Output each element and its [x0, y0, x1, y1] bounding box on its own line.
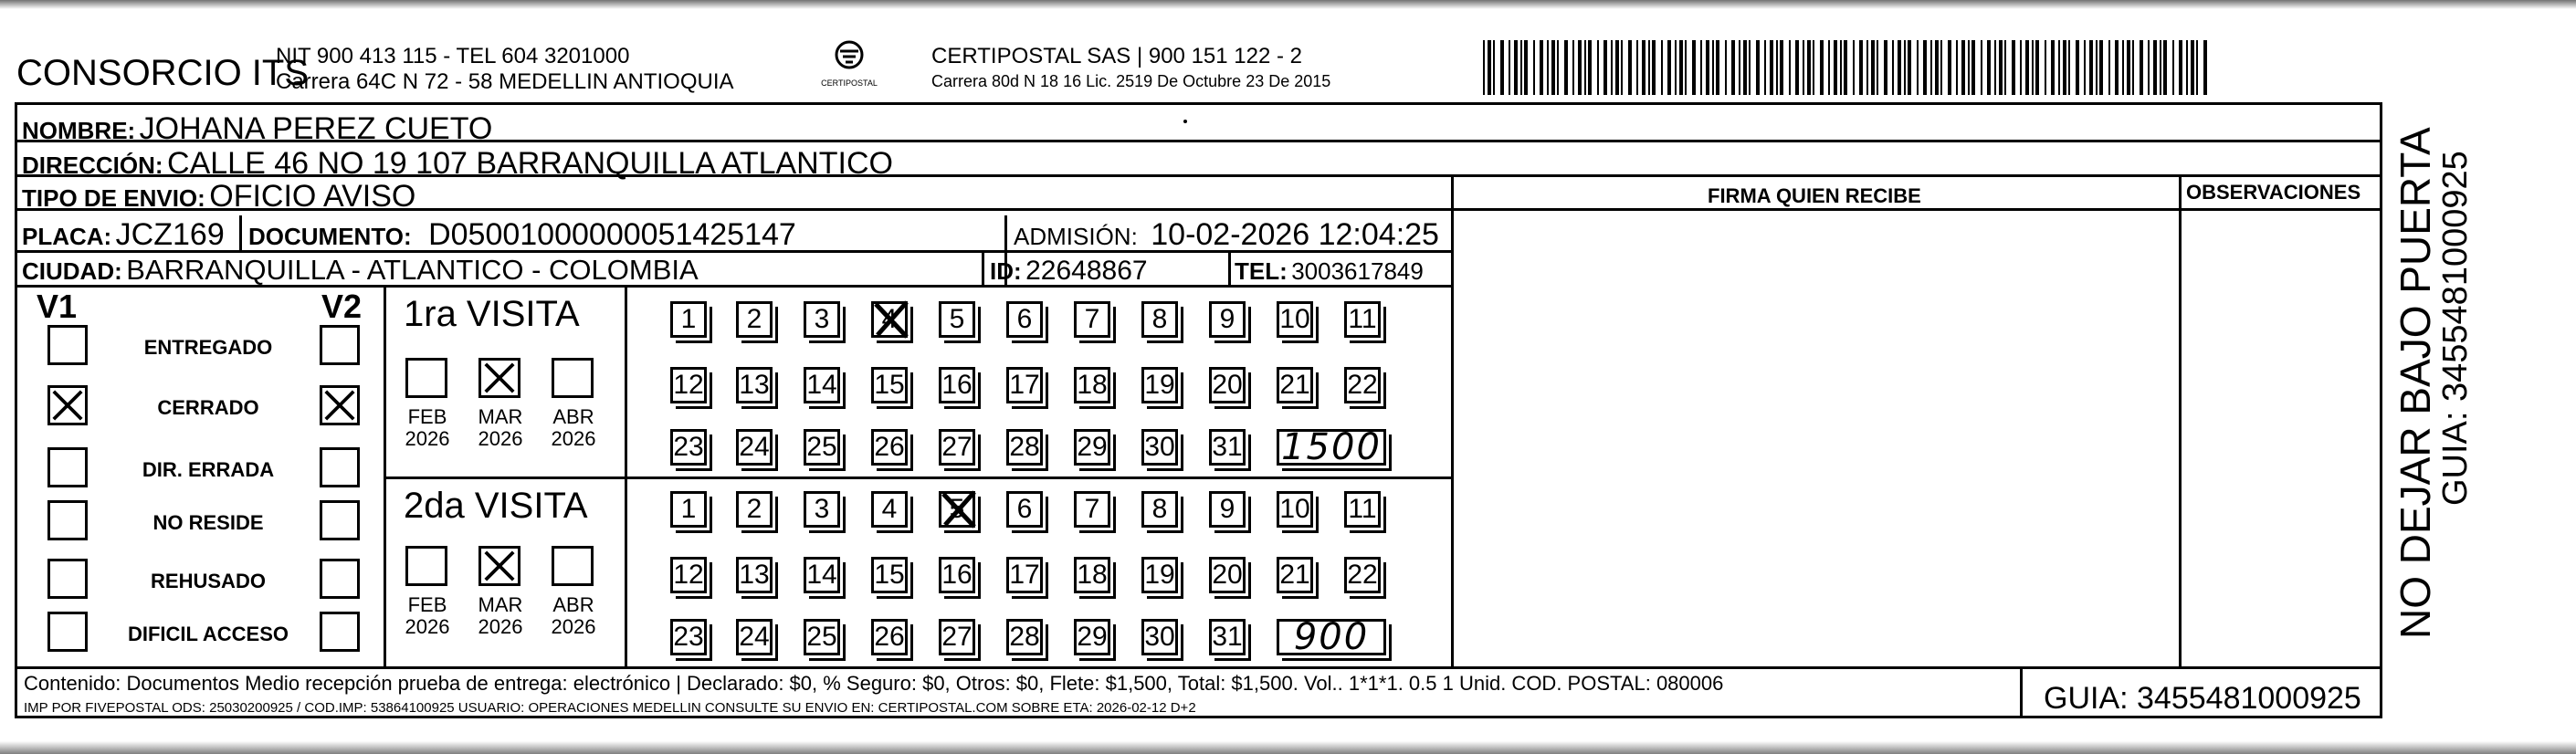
barcode-bar — [1615, 40, 1619, 95]
barcode-bar — [1840, 40, 1842, 95]
day-box[interactable]: 18 — [1074, 367, 1110, 403]
day-box[interactable]: 13 — [736, 367, 773, 403]
barcode-bar — [1789, 40, 1791, 95]
barcode-bar — [1679, 40, 1683, 95]
status-label: CERRADO — [157, 396, 259, 419]
barcode-bar — [2035, 40, 2039, 95]
barcode-bar — [2020, 40, 2022, 95]
barcode-bar — [1642, 40, 1645, 95]
barcode-bar — [1557, 40, 1559, 95]
side-text — [2391, 37, 2500, 639]
day-box[interactable]: 21 — [1277, 557, 1313, 593]
barcode-bar — [1533, 40, 1535, 95]
barcode-bar — [1908, 40, 1911, 95]
month-checkbox[interactable] — [405, 546, 447, 586]
day-box[interactable]: 20 — [1209, 557, 1246, 593]
day-box[interactable]: 8 — [1141, 301, 1178, 338]
barcode-bar — [1597, 40, 1599, 95]
visit2-title: 2da VISITA — [404, 486, 588, 526]
barcode-bar — [2084, 40, 2086, 95]
v1-checkbox[interactable] — [47, 385, 88, 425]
day-box[interactable]: 29 — [1074, 429, 1110, 466]
day-box[interactable]: 22 — [1344, 367, 1381, 403]
barcode-bar — [2063, 40, 2066, 95]
day-box[interactable]: 14 — [804, 367, 840, 403]
barcode-bar — [2012, 40, 2015, 95]
day-box[interactable]: 2 — [736, 301, 773, 338]
ciudad-label: CIUDAD: — [22, 257, 122, 285]
month-year: 2026 — [405, 427, 450, 450]
barcode-bar — [1803, 40, 1804, 95]
day-box[interactable]: 6 — [1006, 491, 1043, 528]
barcode-bar — [2186, 40, 2188, 95]
barcode-bar — [1488, 40, 1491, 95]
month-year: 2026 — [478, 427, 523, 450]
day-box[interactable]: 27 — [939, 429, 975, 466]
day-box[interactable]: 11 — [1344, 301, 1381, 338]
v1-checkbox[interactable] — [47, 500, 88, 540]
time-box[interactable] — [1277, 426, 1386, 468]
barcode-bar — [1884, 40, 1887, 95]
footer-imp: IMP POR FIVEPOSTAL ODS: 25030200925 / COD.IMP: 53864100925 USUARIO: OPERACIONES MEDELLIN CONSULTE SU ENVIO EN: CERTIPOSTAL.COM SOBRE ETA: 2026-02-12 D+2 — [24, 700, 1196, 716]
barcode-bar — [1520, 40, 1522, 95]
barcode-bar — [1813, 40, 1814, 95]
v2-checkbox[interactable] — [320, 559, 360, 599]
day-box[interactable]: 5 — [939, 301, 975, 338]
v2-checkbox[interactable] — [320, 325, 360, 365]
day-box[interactable]: 28 — [1006, 619, 1043, 655]
barcode-bar — [1621, 40, 1623, 95]
day-box[interactable]: 5 — [939, 491, 975, 528]
barcode-bar — [2140, 40, 2143, 95]
divider-obs — [2179, 174, 2182, 666]
nombre-label: NOMBRE: — [22, 117, 136, 144]
scan-edge-bottom — [0, 741, 2576, 754]
barcode-bar — [1493, 40, 1495, 95]
day-box[interactable]: 10 — [1277, 301, 1313, 338]
divider-days — [625, 285, 627, 666]
day-box[interactable]: 30 — [1141, 429, 1178, 466]
tel-row — [1235, 259, 1424, 283]
rule-firma — [1453, 208, 2381, 211]
barcode-bar — [1483, 40, 1485, 95]
day-box[interactable]: 15 — [871, 367, 908, 403]
frame-right — [2380, 102, 2382, 718]
barcode-bar — [1514, 40, 1518, 95]
barcode-bar — [1940, 40, 1942, 95]
barcode-bar — [1524, 40, 1528, 95]
tipo-row — [22, 181, 415, 212]
direccion-label: DIRECCIÓN: — [22, 152, 163, 179]
barcode-bar — [1675, 40, 1677, 95]
barcode-bar — [2148, 40, 2150, 95]
barcode-bar — [2099, 40, 2103, 95]
barcode-bar — [2076, 40, 2079, 95]
divider-firma — [1451, 174, 1454, 666]
barcode-bar — [2191, 40, 2194, 95]
barcode-bar — [1770, 40, 1773, 95]
barcode-bar — [2045, 40, 2046, 95]
day-box[interactable]: 23 — [670, 429, 707, 466]
barcode-bar — [1981, 40, 1982, 95]
barcode-bar — [1930, 40, 1932, 95]
day-box[interactable]: 21 — [1277, 367, 1313, 403]
month-label: ABR — [552, 405, 594, 428]
day-box[interactable]: 17 — [1006, 367, 1043, 403]
month-label: MAR — [478, 405, 523, 428]
barcode-bar — [2172, 40, 2174, 95]
barcode-bar — [2089, 40, 2093, 95]
day-box[interactable]: 17 — [1006, 557, 1043, 593]
barcode-bar — [2051, 40, 2055, 95]
admision-label: ADMISIÓN: — [1014, 223, 1138, 250]
barcode-bar — [1743, 40, 1747, 95]
month-label: MAR — [478, 593, 523, 616]
barcode-bar — [2004, 40, 2006, 95]
barcode-bar — [1572, 40, 1574, 95]
divider-guia — [2020, 666, 2023, 718]
divider-tel — [1228, 250, 1231, 285]
barcode-bar — [1692, 40, 1696, 95]
barcode-bar — [2058, 40, 2060, 95]
courier-address: Carrera 80d N 18 16 Lic. 2519 De Octubre 23 De 2015 — [931, 72, 1331, 90]
barcode-bar — [1636, 40, 1638, 95]
barcode-bar — [1603, 40, 1607, 95]
day-box[interactable]: 19 — [1141, 557, 1178, 593]
barcode — [1483, 40, 2204, 95]
barcode-bar — [2153, 40, 2157, 95]
barcode-bar — [1828, 40, 1830, 95]
day-box[interactable]: 18 — [1074, 557, 1110, 593]
dot-mark — [1183, 120, 1187, 123]
nombre-value: JOHANA PEREZ CUETO — [139, 111, 493, 146]
barcode-bar — [1756, 40, 1760, 95]
day-box[interactable]: 1 — [670, 301, 707, 338]
side-no-dejar: NO DEJAR BAJO PUERTA — [2392, 127, 2439, 639]
time-box[interactable] — [1277, 616, 1386, 658]
month-year: 2026 — [405, 615, 450, 638]
day-box[interactable]: 24 — [736, 429, 773, 466]
day-box[interactable]: 3 — [804, 491, 840, 528]
day-box[interactable]: 10 — [1277, 491, 1313, 528]
barcode-bar — [1764, 40, 1766, 95]
barcode-bar — [1584, 40, 1586, 95]
v1-checkbox[interactable] — [47, 325, 88, 365]
barcode-bar — [2203, 40, 2207, 95]
id-label: ID: — [990, 257, 1022, 285]
barcode-bar — [1648, 40, 1650, 95]
v2-checkbox[interactable] — [320, 500, 360, 540]
firma-label: FIRMA QUIEN RECIBE — [1708, 184, 1921, 207]
barcode-bar — [1739, 40, 1740, 95]
barcode-bar — [1661, 40, 1663, 95]
month-year: 2026 — [551, 427, 596, 450]
v1-checkbox[interactable] — [47, 559, 88, 599]
day-box[interactable]: 6 — [1006, 301, 1043, 338]
v2-checkbox[interactable] — [320, 612, 360, 652]
barcode-bar — [1820, 40, 1824, 95]
id-row — [990, 257, 1148, 285]
month-checkbox[interactable] — [552, 358, 594, 398]
day-box[interactable]: 9 — [1209, 301, 1246, 338]
admision-row — [1014, 219, 1439, 250]
ciudad-value: BARRANQUILLA - ATLANTICO - COLOMBIA — [126, 254, 699, 286]
month-label: FEB — [407, 593, 447, 616]
month-year: 2026 — [478, 615, 523, 638]
status-label: DIR. ERRADA — [142, 458, 275, 481]
barcode-bar — [1547, 40, 1549, 95]
day-box[interactable]: 19 — [1141, 367, 1178, 403]
v2-checkbox[interactable] — [320, 385, 360, 425]
logo-text: CERTIPOSTAL — [821, 79, 878, 88]
direccion-row — [22, 148, 893, 179]
day-box[interactable]: 22 — [1344, 557, 1381, 593]
barcode-bar — [1904, 40, 1906, 95]
barcode-bar — [1892, 40, 1894, 95]
barcode-bar — [1898, 40, 1901, 95]
day-box[interactable]: 11 — [1344, 491, 1381, 528]
barcode-bar — [1588, 40, 1592, 95]
day-box[interactable]: 31 — [1209, 429, 1246, 466]
placa-row — [22, 219, 225, 250]
documento-row — [248, 219, 796, 250]
day-box[interactable]: 31 — [1209, 619, 1246, 655]
barcode-bar — [2096, 40, 2098, 95]
day-box[interactable]: 1 — [670, 491, 707, 528]
frame-bottom — [15, 716, 2381, 718]
day-box[interactable]: 25 — [804, 619, 840, 655]
barcode-bar — [1652, 40, 1656, 95]
handwritten-time: 1500 — [1281, 426, 1382, 468]
barcode-bar — [1935, 40, 1939, 95]
v2-label: V2 — [321, 288, 363, 325]
day-box[interactable]: 26 — [871, 429, 908, 466]
admision-value: 10-02-2026 12:04:25 — [1151, 217, 1439, 252]
day-box[interactable]: 16 — [939, 557, 975, 593]
barcode-bar — [1948, 40, 1951, 95]
day-box[interactable]: 12 — [670, 557, 707, 593]
barcode-bar — [1540, 40, 1543, 95]
month-label: FEB — [407, 405, 447, 428]
company-name: CONSORCIO ITS — [16, 53, 310, 93]
day-box[interactable]: 7 — [1074, 491, 1110, 528]
barcode-bar — [2122, 40, 2124, 95]
month-year: 2026 — [551, 615, 596, 638]
documento-value: D05001000000051425147 — [428, 217, 796, 252]
barcode-bar — [1564, 40, 1568, 95]
direccion-value: CALLE 46 NO 19 107 BARRANQUILLA ATLANTICO — [167, 146, 893, 181]
month-checkbox[interactable] — [478, 358, 520, 398]
barcode-bar — [1987, 40, 1991, 95]
day-box[interactable]: 7 — [1074, 301, 1110, 338]
day-box[interactable]: 8 — [1141, 491, 1178, 528]
barcode-bar — [1578, 40, 1582, 95]
tel-label: TEL: — [1235, 257, 1288, 285]
company-address: Carrera 64C N 72 - 58 MEDELLIN ANTIOQUIA — [276, 69, 734, 94]
barcode-bar — [1853, 40, 1855, 95]
tipo-label: TIPO DE ENVIO: — [22, 184, 205, 212]
frame-left — [15, 102, 17, 718]
month-label: ABR — [552, 593, 594, 616]
day-check-mark — [938, 488, 982, 532]
barcode-bar — [1923, 40, 1927, 95]
barcode-bar — [2196, 40, 2198, 95]
barcode-bar — [2127, 40, 2130, 95]
certipostal-logo — [813, 38, 886, 93]
barcode-bar — [1956, 40, 1958, 95]
barcode-bar — [1859, 40, 1863, 95]
handwritten-time: 900 — [1293, 616, 1370, 658]
barcode-bar — [1871, 40, 1875, 95]
barcode-bar — [1685, 40, 1687, 95]
day-check-mark — [870, 298, 914, 342]
barcode-bar — [2132, 40, 2134, 95]
day-box[interactable]: 27 — [939, 619, 975, 655]
month-checkbox[interactable] — [478, 546, 520, 586]
barcode-bar — [1968, 40, 1970, 95]
day-box[interactable]: 14 — [804, 557, 840, 593]
month-checkbox[interactable] — [405, 358, 447, 398]
barcode-bar — [1834, 40, 1837, 95]
day-box[interactable]: 26 — [871, 619, 908, 655]
barcode-bar — [1551, 40, 1555, 95]
divider-visit — [384, 285, 386, 666]
barcode-bar — [2025, 40, 2029, 95]
barcode-bar — [1971, 40, 1975, 95]
barcode-bar — [1712, 40, 1714, 95]
day-box[interactable]: 25 — [804, 429, 840, 466]
visit1-title: 1ra VISITA — [404, 294, 580, 334]
nombre-row — [22, 113, 492, 144]
barcode-bar — [2032, 40, 2034, 95]
footer-content: Contenido: Documentos Medio recepción prueba de entrega: electrónico | Declarado: $0, % Seguro: $0, Otros: $0, Flete: $1,500, Total: $1,500. Vol.. 1*1*1. 0.5 1 Unid. COD. POSTAL: 080006 — [24, 672, 1724, 695]
id-value: 22648867 — [1025, 256, 1148, 286]
side-guia: GUIA: 3455481000925 — [2436, 151, 2475, 506]
barcode-bar — [1725, 40, 1727, 95]
day-box[interactable]: 12 — [670, 367, 707, 403]
day-box[interactable]: 4 — [871, 491, 908, 528]
barcode-bar — [1706, 40, 1709, 95]
day-box[interactable]: 4 — [871, 301, 908, 338]
day-box[interactable]: 29 — [1074, 619, 1110, 655]
barcode-bar — [2163, 40, 2167, 95]
barcode-bar — [1961, 40, 1965, 95]
frame-top — [15, 102, 2381, 105]
ciudad-row — [22, 256, 699, 284]
v2-checkbox[interactable] — [320, 447, 360, 487]
barcode-bar — [1509, 40, 1510, 95]
barcode-bar — [2108, 40, 2110, 95]
status-label: REHUSADO — [151, 570, 266, 592]
day-box[interactable]: 24 — [736, 619, 773, 655]
barcode-bar — [1999, 40, 2003, 95]
barcode-bar — [1716, 40, 1719, 95]
day-box[interactable]: 30 — [1141, 619, 1178, 655]
divider-visit2 — [384, 476, 1453, 479]
barcode-bar — [2068, 40, 2070, 95]
barcode-bar — [1877, 40, 1878, 95]
barcode-bar — [1807, 40, 1811, 95]
barcode-bar — [1731, 40, 1735, 95]
v1-label: V1 — [37, 288, 78, 325]
placa-value: JCZ169 — [115, 217, 225, 252]
day-box[interactable]: 20 — [1209, 367, 1246, 403]
v1-checkbox[interactable] — [47, 447, 88, 487]
month-checkbox[interactable] — [552, 546, 594, 586]
barcode-bar — [2115, 40, 2119, 95]
barcode-bar — [1795, 40, 1799, 95]
barcode-bar — [1776, 40, 1778, 95]
day-box[interactable]: 23 — [670, 619, 707, 655]
observaciones-label: OBSERVACIONES — [2186, 181, 2361, 204]
v1-checkbox[interactable] — [47, 612, 88, 652]
barcode-bar — [1780, 40, 1783, 95]
barcode-bar — [1749, 40, 1751, 95]
day-box[interactable]: 9 — [1209, 491, 1246, 528]
status-label: NO RESIDE — [152, 511, 264, 534]
courier-name: CERTIPOSTAL SAS | 900 151 122 - 2 — [931, 44, 1302, 68]
status-label: ENTREGADO — [143, 336, 273, 359]
barcode-bar — [1844, 40, 1847, 95]
barcode-bar — [1994, 40, 1996, 95]
barcode-bar — [2179, 40, 2182, 95]
documento-label: DOCUMENTO: — [248, 223, 412, 250]
placa-label: PLACA: — [22, 223, 112, 250]
day-box[interactable]: 16 — [939, 367, 975, 403]
divider-id — [982, 250, 984, 285]
day-box[interactable]: 2 — [736, 491, 773, 528]
status-label: DIFICIL ACCESO — [127, 623, 289, 645]
barcode-bar — [2160, 40, 2161, 95]
day-box[interactable]: 15 — [871, 557, 908, 593]
rule-footer — [15, 666, 2381, 669]
barcode-bar — [1611, 40, 1613, 95]
tipo-value: OFICIO AVISO — [209, 179, 416, 214]
divider-placa — [239, 215, 242, 252]
barcode-bar — [1917, 40, 1919, 95]
barcode-bar — [1866, 40, 1868, 95]
barcode-bar — [1667, 40, 1671, 95]
barcode-bar — [1500, 40, 1504, 95]
day-box[interactable]: 3 — [804, 301, 840, 338]
barcode-bar — [1628, 40, 1632, 95]
day-box[interactable]: 13 — [736, 557, 773, 593]
company-nit: NIT 900 413 115 - TEL 604 3201000 — [276, 44, 630, 68]
day-box[interactable]: 28 — [1006, 429, 1043, 466]
barcode-bar — [1700, 40, 1702, 95]
footer-guia: GUIA: 3455481000925 — [2044, 681, 2361, 716]
tel-value: 3003617849 — [1291, 257, 1424, 285]
scan-edge-top — [0, 0, 2576, 9]
